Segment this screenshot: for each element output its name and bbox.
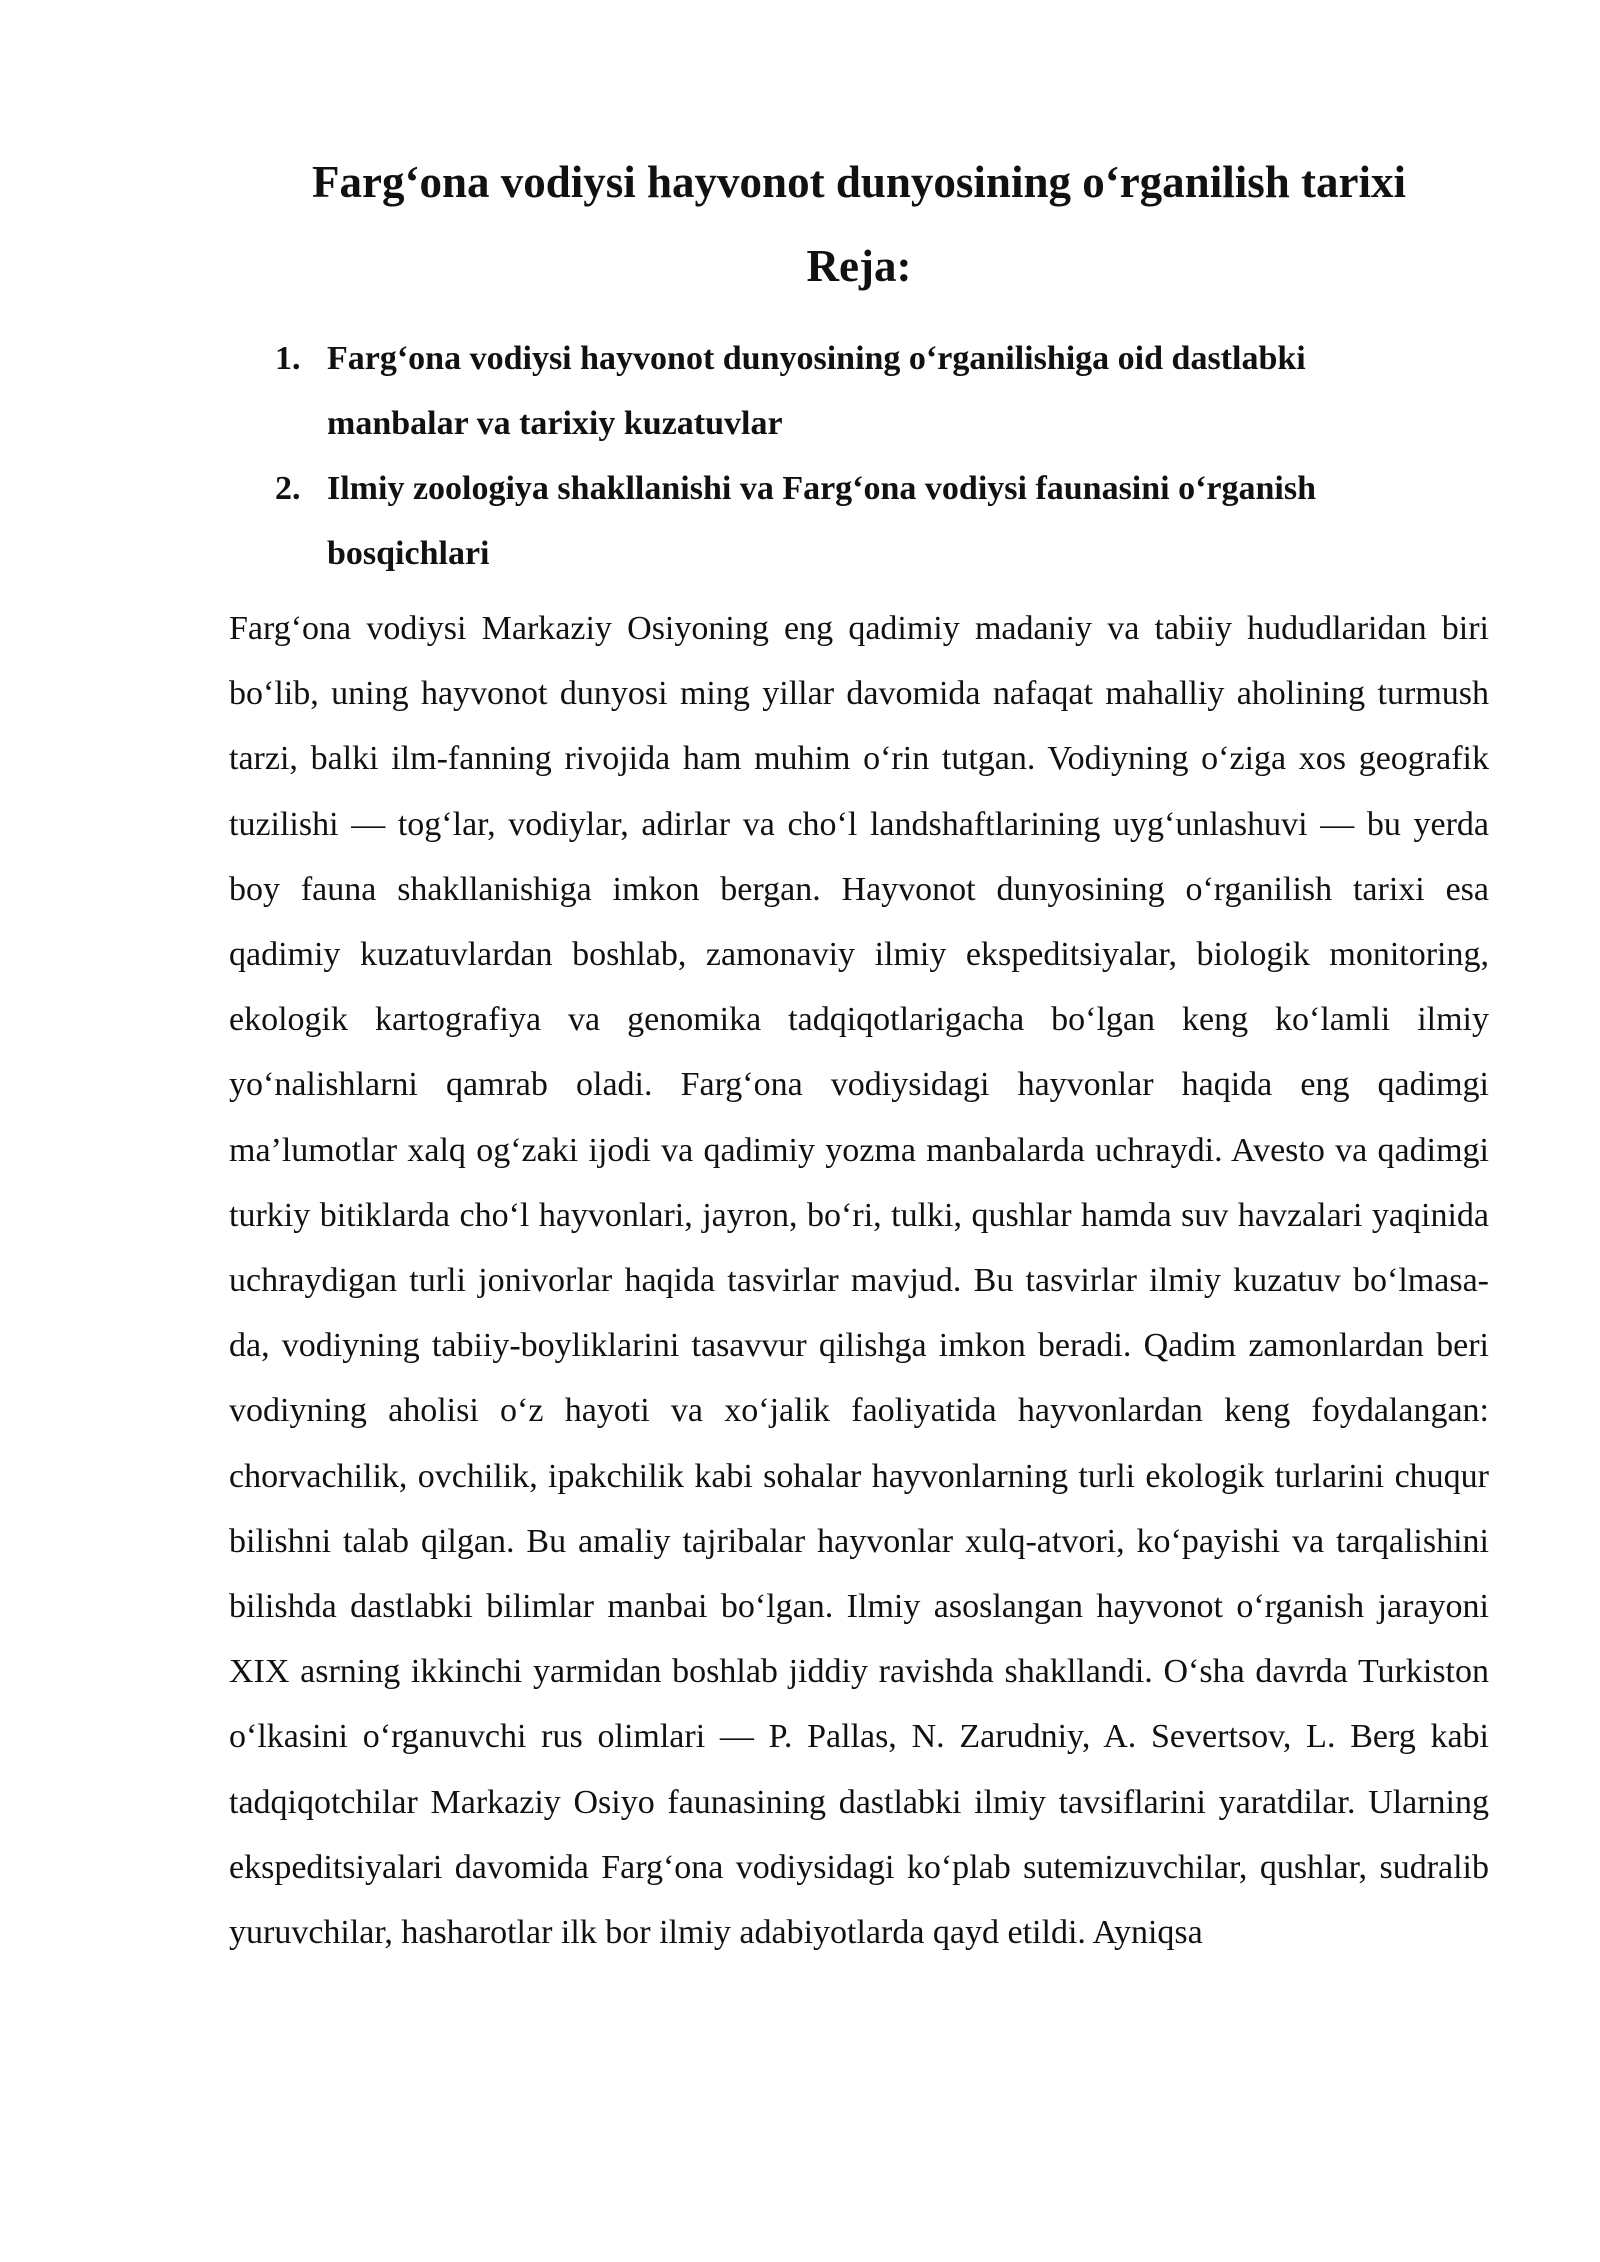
plan-heading: Reja: [806,241,912,291]
plan-item-2 [229,456,1489,586]
plan-item-text: Farg‘ona vodiysi hayvonot dunyosining o‘rganilishiga oid dastlabki manbalar va tarixiy kuzatuvlar [327,340,1306,442]
body-paragraph: Farg‘ona vodiysi Markaziy Osiyoning eng qadimiy madaniy va tabiiy hududlaridan biri bo‘lib, uning hayvonot dunyosi ming yillar davomida nafaqat mahalliy aholining turmush tarzi, balki ilm-fanning rivojida ham muhim o‘rin tutgan. Vodiyning o‘ziga xos geografik tuzilishi — tog‘lar, vodiylar, adirlar va cho‘l landshaftlarining uyg‘unlashuvi — bu yerda boy fauna shakllanishiga imkon bergan. Hayvonot dunyosining o‘rganilish tarixi esa qadimiy kuzatuvlardan boshlab, zamonaviy ilmiy ekspeditsiyalar, biologik monitoring, ekologik kartografiya va genomika tadqiqotlarigacha bo‘lgan keng ko‘lamli ilmiy yo‘nalishlarni qamrab oladi. Farg‘ona vodiysidagi hayvonlar haqida eng qadimgi ma’lumotlar xalq og‘zaki ijodi va qadimiy yozma manbalarda uchraydi. Avesto va qadimgi turkiy bitiklarda cho‘l hayvonlari, jayron, bo‘ri, tulki, qushlar hamda suv havzalari yaqinida uchraydigan turli jonivorlar haqida tasvirlar mavjud. Bu tasvirlar ilmiy kuzatuv bo‘lmasa-da, vodiyning tabiiy-boyliklarini tasavvur qilishga imkon beradi. Qadim zamonlardan beri vodiyning aholisi o‘z hayoti va xo‘jalik faoliyatida hayvonlardan keng foydalangan: chorvachilik, ovchilik, ipakchilik kabi sohalar hayvonlarning turli ekologik turlarini chuqur bilishni talab qilgan. Bu amaliy tajribalar hayvonlar xulq-atvori, ko‘payishi va tarqalishini bilishda dastlabki bilimlar manbai bo‘lgan. Ilmiy asoslangan hayvonot o‘rganish jarayoni XIX asrning ikkinchi yarmidan boshlab jiddiy ravishda shakllandi. O‘sha davrda Turkiston o‘lkasini o‘rganuvchi rus olimlari — P. Pallas, N. Zarudniy, A. Severtsov, L. Berg kabi tadqiqotchilar Markaziy Osiyo faunasining dastlabki ilmiy tavsiflarini yaratdilar. Ularning ekspeditsiyalari davomida Farg‘ona vodiysidagi ko‘plab sutemizuvchilar, qushlar, sudralib yuruvchilar, hasharotlar ilk bor ilmiy adabiyotlarda qayd etildi. Ayniqsa [229,610,1489,1952]
document-title: Farg‘ona vodiysi hayvonot dunyosining o‘rganilish tarixi [312,157,1406,207]
plan-item-text: Ilmiy zoologiya shakllanishi va Farg‘ona vodiysi faunasini o‘rganish bosqichlari [327,470,1317,572]
plan-list [229,326,1489,586]
plan-item-number: 2. [275,470,301,507]
document-page [229,140,1489,1965]
plan-item-number: 1. [275,340,301,377]
plan-item-1 [229,326,1489,456]
